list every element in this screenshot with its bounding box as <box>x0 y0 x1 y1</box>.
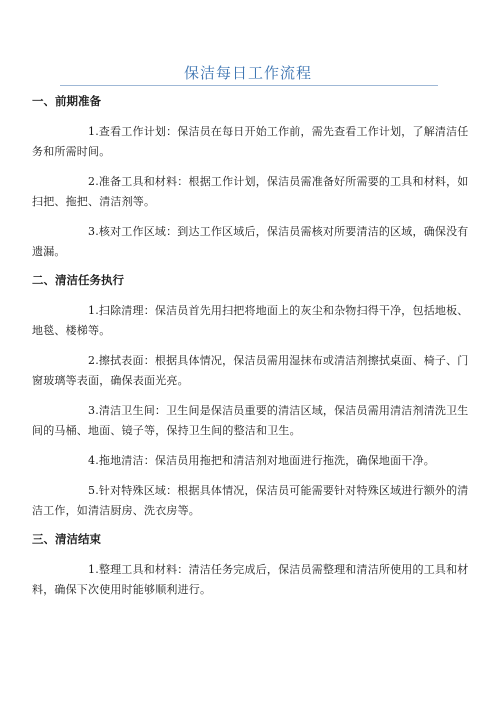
section-heading: 一、前期准备 <box>32 94 101 108</box>
list-item: 1.扫除清理：保洁员首先用扫把将地面上的灰尘和杂物扫得干净，包括地板、地毯、楼梯等。 <box>32 304 469 337</box>
section-heading: 三、清洁结束 <box>32 532 101 546</box>
list-item: 3.核对工作区域：到达工作区域后，保洁员需核对所要清洁的区域，确保没有遗漏。 <box>32 225 469 258</box>
section-heading: 二、清洁任务执行 <box>32 273 124 287</box>
list-item: 4.拖地清洁：保洁员用拖把和清洁剂对地面进行拖洗，确保地面干净。 <box>88 454 435 467</box>
list-item: 2.准备工具和材料：根据工作计划，保洁员需准备好所需要的工具和材料，如扫把、拖把、清洁剂等。 <box>32 175 469 208</box>
list-item: 1.查看工作计划：保洁员在每日开始工作前，需先查看工作计划，了解清洁任务和所需时间。 <box>32 125 469 158</box>
section-2 <box>32 272 472 521</box>
list-item: 2.擦拭表面：根据具体情况，保洁员需用湿抹布或清洁剂擦拭桌面、椅子、门窗玻璃等表面，确保表面光亮。 <box>32 354 469 387</box>
list-item: 3.清洁卫生间：卫生间是保洁员重要的清洁区域，保洁员需用清洁剂清洗卫生间的马桶、地面、镜子等，保持卫生间的整洁和卫生。 <box>32 404 469 437</box>
document-body <box>32 93 472 600</box>
list-item: 1.整理工具和材料：清洁任务完成后，保洁员需整理和清洁所使用的工具和材料，确保下次使用时能够顺利进行。 <box>32 563 469 596</box>
section-3 <box>32 531 472 600</box>
section-1 <box>32 93 472 262</box>
page-title: 保洁每日工作流程 <box>183 64 312 82</box>
list-item: 5.针对特殊区域：根据具体情况，保洁员可能需要针对特殊区域进行额外的清洁工作，如清洁厨房、洗衣房等。 <box>32 484 469 517</box>
title-divider <box>60 85 438 86</box>
